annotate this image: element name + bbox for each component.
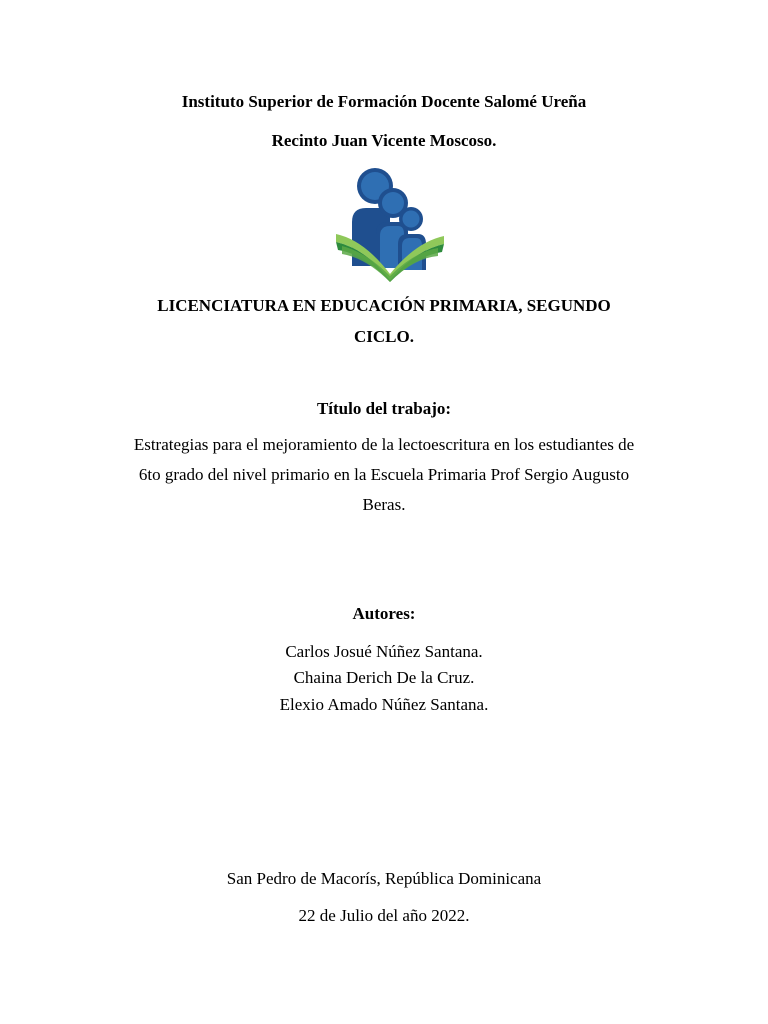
authors-heading: Autores: <box>352 604 416 623</box>
work-title-line-1: Estrategias para el mejoramiento de la lectoescritura en los estudiantes de <box>133 435 635 454</box>
date-line: 22 de Julio del año 2022. <box>298 906 470 925</box>
location-line: San Pedro de Macorís, República Dominicana <box>226 869 542 888</box>
work-title-line-3: Beras. <box>362 495 406 514</box>
author-name-1: Carlos Josué Núñez Santana. <box>285 642 483 661</box>
work-title-line-2: 6to grado del nivel primario en la Escuela Primaria Prof Sergio Augusto <box>138 465 630 484</box>
institution-name: Instituto Superior de Formación Docente Salomé Ureña <box>181 92 587 111</box>
author-name-2: Chaina Derich De la Cruz. <box>293 668 475 687</box>
campus-name: Recinto Juan Vicente Moscoso. <box>271 131 497 150</box>
program-title-line-1: LICENCIATURA EN EDUCACIÓN PRIMARIA, SEGUNDO <box>157 296 611 315</box>
work-title-heading: Título del trabajo: <box>316 399 452 418</box>
program-title-line-2: CICLO. <box>354 327 414 346</box>
institution-logo-icon <box>334 164 446 282</box>
author-name-3: Elexio Amado Núñez Santana. <box>279 695 489 714</box>
